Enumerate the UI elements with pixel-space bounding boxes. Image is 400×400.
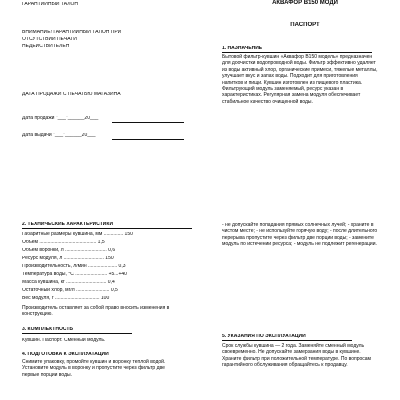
preparation-paragraph — [22, 359, 182, 399]
sale-date-label: Дата продажи "___"______20___ — [22, 116, 99, 121]
warranty-line: ОТСУТСТВИИ ПЕЧАТИ — [22, 37, 77, 42]
warranty-line: ВНИМАНИЕ! ГАРАНТИЙНЫЙ ТАЛОН ПРИ — [22, 30, 122, 35]
passport-title: ПАСПОРТ — [290, 22, 320, 28]
spec-row: Производительность, л/мин ..................... 0,3 — [22, 264, 126, 269]
purpose-paragraph — [222, 54, 380, 182]
usage-bullets — [222, 222, 380, 330]
heading-underline — [222, 52, 372, 53]
usage-text: Срок службы кувшина — 2 года. Заменяйте сменный модуль своевременно. Не допускайте замерзания воды в кувшине. Храните фильтр при положительной температуре. По вопросам гарантийного обслуживания обращайтесь к продавцу. — [222, 343, 371, 369]
spec-note-text: Производитель оставляет за собой право вносить изменения в конструкцию. — [22, 305, 170, 318]
product-title: АКВАФОР В150 МОДИ — [272, 0, 338, 6]
section-heading-contents: 3. КОМПЛЕКТНОСТЬ — [22, 327, 73, 332]
spec-row: Ресурс модуля, л ............................. 150 — [22, 256, 114, 261]
spec-row: Вес модуля, г ................................ 100 — [22, 296, 110, 301]
warranty-title: ГАРАНТИЙНЫЙ ТАЛОН — [22, 2, 79, 7]
issue-date-label: Дата выдачи "___"______20___ — [22, 133, 96, 138]
usage-bullets-text: - не допускайте попадания прямых солнечных лучей; - храните в чистом месте; - не используйте горячую воду; - после длительного перерыва пропустите через фильтр две порции воды; - замените модуль по истечении ресурса; - модуль не подлежит регенерации. — [222, 222, 378, 248]
spec-row: Объем воронки, л .............................. 0,6 — [22, 248, 116, 253]
warranty-line: НЕДЕЙСТВИТЕЛЕН — [22, 44, 70, 49]
section-heading-purpose: 1. НАЗНАЧЕНИЕ — [222, 46, 263, 51]
spec-note — [22, 305, 187, 318]
spec-row: Габаритные размеры кувшина, мм .............. 150 — [22, 232, 133, 237]
heading-underline — [22, 228, 192, 229]
spec-row: Температура воды, °С ....................... +5...+40 — [22, 272, 127, 277]
spec-row: Остаточный хлор, мг/л ........................ 0,5 — [22, 288, 118, 293]
signature-line — [112, 139, 184, 140]
section-heading-usage: 5. УКАЗАНИЯ ПО ЭКСПЛУАТАЦИИ — [222, 334, 306, 339]
contents-text: Кувшин. Паспорт. Сменный модуль. — [22, 338, 106, 343]
spec-row: Объем ......................................... 1,5 — [22, 240, 105, 245]
heading-underline — [222, 340, 352, 341]
signature-line — [112, 122, 184, 123]
usage-paragraph — [222, 343, 380, 398]
sale-stamp-label: ДАТА ПРОДАЖИ С ПЕЧАТЬЮ МАГАЗИНА — [22, 92, 121, 97]
section-heading-preparation: 4. ПОДГОТОВКА К ЭКСПЛУАТАЦИИ — [22, 352, 109, 357]
section-heading-specs: 2. ТЕХНИЧЕСКИЕ ХАРАКТЕРИСТИКИ — [22, 222, 114, 227]
heading-underline — [22, 333, 132, 334]
purpose-text: Бытовой фильтр-кувшин «Аквафор В150 модель» предназначен для доочистки водопроводной воды. Фильтр эффективно удаляет из воды активный хлор, органические примеси, тяжелые металлы, улучшает вкус и запах воды. Подходит для приготовления напитков и пищи. Кувшин изготовлен из пищевого пластика. Фильтрующий модуль заменяемый, ресурс указан в характеристиках. Регулярная замена модуля обеспечивает стабильное качество очищенной воды. — [222, 54, 378, 105]
spec-row: Масса кувшина, кг ............................. 0,4 — [22, 280, 115, 285]
preparation-text: Снимите упаковку, промойте кувшин и воронку теплой водой. Установите модуль в воронку и пропустите через фильтр две первые порции воды. — [22, 359, 166, 378]
